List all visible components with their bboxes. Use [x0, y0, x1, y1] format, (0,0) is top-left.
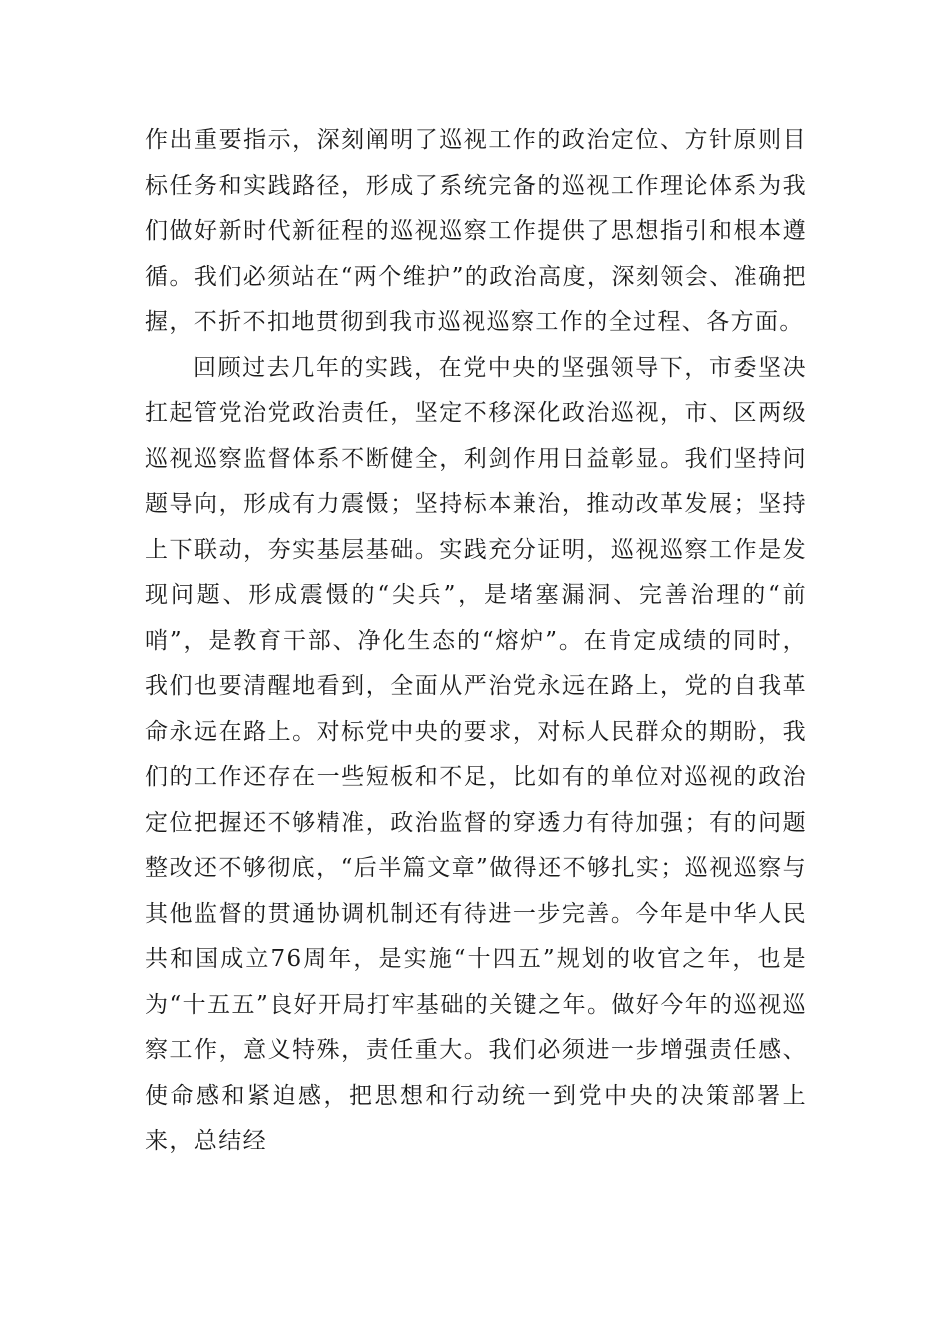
- document-body: [145, 118, 807, 1165]
- paragraph-review: 回顾过去几年的实践，在党中央的坚强领导下，市委坚决扛起管党治党政治责任，坚定不移深化政治巡视，市、区两级巡视巡察监督体系不断健全，利剑作用日益彰显。我们坚持问题导向，形成有力震慑；坚持标本兼治，推动改革发展；坚持上下联动，夯实基层基础。实践充分证明，巡视巡察工作是发现问题、形成震慑的“尖兵”，是堵塞漏洞、完善治理的“前哨”，是教育干部、净化生态的“熔炉”。在肯定成绩的同时，我们也要清醒地看到，全面从严治党永远在路上，党的自我革命永远在路上。对标党中央的要求，对标人民群众的期盼，我们的工作还存在一些短板和不足，比如有的单位对巡视的政治定位把握还不够精准，政治监督的穿透力有待加强；有的问题整改还不够彻底，“后半篇文章”做得还不够扎实；巡视巡察与其他监督的贯通协调机制还有待进一步完善。今年是中华人民共和国成立76周年，是实施“十四五”规划的收官之年，也是为“十五五”良好开局打牢基础的关键之年。做好今年的巡视巡察工作，意义特殊，责任重大。我们必须进一步增强责任感、使命感和紧迫感，把思想和行动统一到党中央的决策部署上来，总结经: [145, 354, 807, 1154]
- paragraph-continuation: 作出重要指示，深刻阐明了巡视工作的政治定位、方针原则目标任务和实践路径，形成了系统完备的巡视工作理论体系为我们做好新时代新征程的巡视巡察工作提供了思想指引和根本遵循。我们必须站在“两个维护”的政治高度，深刻领会、准确把握，不折不扣地贯彻到我市巡视巡察工作的全过程、各方面。: [145, 127, 807, 335]
